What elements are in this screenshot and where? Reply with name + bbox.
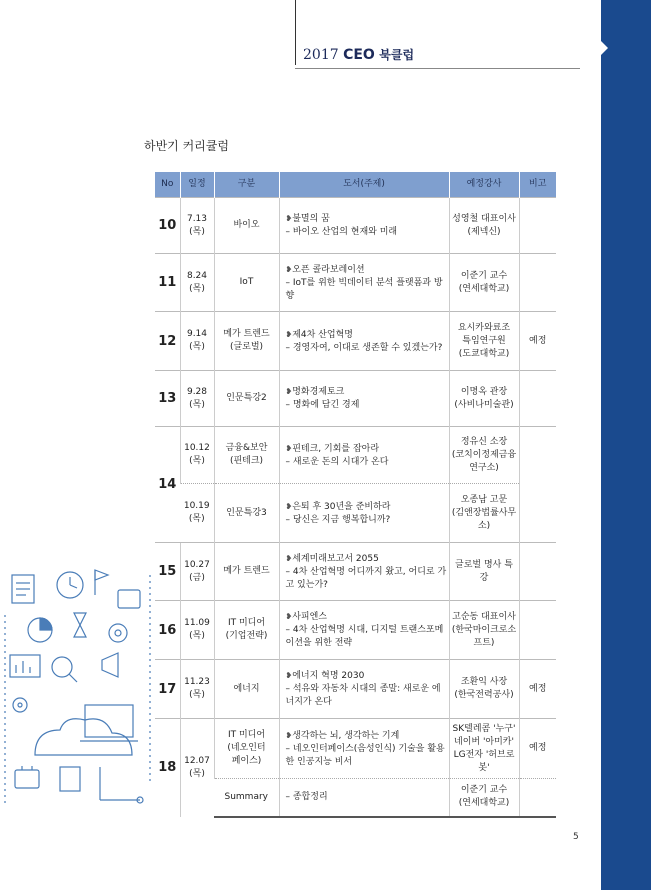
date-cell (180, 543, 214, 601)
weekday: (목) (189, 768, 205, 779)
category-sub: (핀테크) (229, 456, 264, 466)
date: 11.23 (184, 677, 210, 687)
date: 10.27 (184, 559, 210, 570)
lecturer-cell (449, 371, 519, 427)
megaphone-icon (102, 653, 118, 677)
category-cell (214, 312, 279, 371)
header-book: 도서(주제) (279, 172, 449, 198)
weekday: (목) (188, 514, 205, 524)
weekday: (목) (189, 456, 205, 466)
lecturer-name: 오종남 고문 (460, 494, 508, 505)
topic-description: – 바이오 산업의 현재와 미래 (285, 227, 398, 237)
lecturer-cell (449, 427, 519, 484)
category-cell: 인문특강3 (214, 484, 279, 543)
topic-cell (279, 719, 449, 779)
date-cell (180, 312, 214, 371)
date: 7.13 (186, 213, 208, 224)
date: 9.28 (186, 386, 208, 397)
weekday: (목) (189, 631, 205, 641)
lecturer-name: 요시카와료조 (457, 322, 511, 333)
weekday: (목) (189, 226, 205, 237)
topic-description: – 새로운 돈의 시대가 온다 (285, 456, 389, 467)
category-sub: (네오인터 (227, 743, 266, 753)
lecturer-name: 성영철 대표이사 (452, 213, 516, 224)
topic-description: – 네오인터페이스(음성인식) 기술을 활용한 인공지능 비서 (285, 743, 445, 767)
lecturer-title: 특임연구원 (462, 335, 506, 346)
category-sub: (기업전략) (225, 631, 268, 641)
category: 메가 트렌드 (223, 329, 270, 339)
note-cell (519, 601, 556, 660)
header-date: 일정 (180, 172, 214, 198)
table-row (155, 601, 556, 660)
category: IT 미디어 (227, 730, 266, 740)
lecturer-affiliation: (사비나미술관) (454, 399, 514, 410)
lecturer-cell (449, 312, 519, 371)
clipboard-icon (60, 767, 80, 791)
hourglass-icon (74, 625, 86, 637)
topic-cell (279, 371, 449, 427)
lecturer-name: 이명옥 관장 (460, 386, 508, 397)
table-row (155, 371, 556, 427)
table-row (155, 312, 556, 371)
topic-cell (279, 484, 449, 543)
row-number: 10 (155, 198, 180, 254)
header-no: No (155, 172, 180, 198)
band-notch (600, 40, 608, 56)
lecturer-affiliation: (한국마이크로소프트) (451, 624, 517, 648)
book-title: ❥ 에너지 혁명 2030 (286, 671, 365, 681)
category: 금융&보안 (225, 443, 268, 453)
topic-cell (279, 779, 449, 817)
header-category: 구분 (214, 172, 279, 198)
gear-icon (109, 624, 127, 642)
date-cell (180, 254, 214, 312)
date-cell (180, 484, 214, 543)
lecturer-affiliation: (연세대학교) (458, 798, 510, 809)
date-cell (180, 601, 214, 660)
category-cell: 메가 트렌드 (214, 543, 279, 601)
topic-cell (279, 254, 449, 312)
header-note: 비고 (519, 172, 556, 198)
lecturer-affiliation: (한국전력공사) (454, 690, 514, 700)
date-cell (180, 719, 214, 817)
book-title: ❥ 불멸의 꿈 (286, 214, 330, 224)
date-cell (180, 371, 214, 427)
category-cell (214, 601, 279, 660)
lecturer-affiliation: (도쿄대학교) (458, 348, 510, 359)
weekday: (목) (189, 690, 205, 700)
table-row (155, 254, 556, 312)
note-cell (519, 198, 556, 254)
table-row (155, 660, 556, 719)
topic-description: – 명화에 담긴 경제 (285, 400, 360, 410)
curriculum-table (155, 172, 556, 818)
date: 12.07 (184, 755, 210, 766)
note-cell: 예정 (519, 660, 556, 719)
table-row (155, 543, 556, 601)
date: 10.19 (183, 501, 210, 511)
topic-cell (279, 312, 449, 371)
note-cell (519, 371, 556, 427)
lecturer-name: 이준기 교수 (460, 270, 508, 281)
row-number: 11 (155, 254, 180, 312)
side-color-band (601, 0, 651, 890)
lecturer-cell (449, 660, 519, 719)
weekday: (목) (189, 342, 205, 352)
lecturer-name: SK텔레콤 '누구' (452, 723, 516, 734)
note-cell (519, 779, 556, 817)
book-title: ❥ 세계미래보고서 2055 (286, 554, 379, 564)
lecturer-name: 고순동 대표이사 (452, 611, 516, 622)
section-title: 하반기 커리큘럼 (144, 139, 229, 153)
date: 9.14 (186, 329, 208, 339)
row-number: 15 (155, 543, 180, 601)
topic-cell (279, 427, 449, 484)
date-cell (180, 198, 214, 254)
folder-icon (118, 590, 140, 608)
topic-cell (279, 543, 449, 601)
date-cell (180, 660, 214, 719)
book-title: ❥ 핀테크, 기회를 잡아라 (286, 444, 380, 454)
table-row (155, 427, 556, 484)
table-row (155, 719, 556, 779)
lecturer-cell (449, 601, 519, 660)
table-header-row (155, 172, 556, 198)
topic-description: – 석유와 자동차 시대의 종말: 새로운 에너지가 온다 (285, 684, 441, 707)
lecturer-affiliation: (김앤장법률사무소) (451, 507, 517, 531)
topic-description: – IoT를 위한 빅데이터 분석 플랫폼과 방향 (285, 277, 443, 301)
lecturer-cell (449, 254, 519, 312)
lecturer-cell (449, 779, 519, 817)
gear-icon (13, 698, 27, 712)
topic-cell (279, 660, 449, 719)
laptop-icon (85, 705, 133, 737)
page-number: 5 (573, 832, 579, 842)
topic-cell (279, 198, 449, 254)
category-cell: 에너지 (214, 660, 279, 719)
topic-description: – 4차 산업혁명 시대, 디지털 트랜스포메이션을 위한 전략 (285, 625, 444, 648)
lecturer-cell (449, 484, 519, 543)
weekday: (목) (189, 399, 205, 410)
table-row (155, 198, 556, 254)
book-title: ❥ 생각하는 뇌, 생각하는 기계 (286, 731, 400, 741)
date: 8.24 (186, 270, 208, 281)
lecturer-affiliation: (제넥신) (467, 226, 501, 237)
header-divider (295, 0, 296, 65)
category-cell: 인문특강2 (214, 371, 279, 427)
category-cell: Summary (214, 779, 279, 817)
note-cell (519, 427, 556, 543)
weekday: (목) (189, 283, 205, 294)
topic-description: – 종합정리 (285, 791, 328, 802)
lecturer-cell (449, 198, 519, 254)
category: IT 미디어 (227, 618, 266, 628)
category-cell: IoT (214, 254, 279, 312)
book-club-title (303, 46, 414, 63)
book-title: ❥ 사피엔스 (286, 612, 327, 622)
lecturer-cell (449, 719, 519, 779)
category-sub: (글로벌) (229, 342, 264, 352)
lecturer-name: 네이버 '아미카' (454, 736, 514, 747)
club-label: 북클럽 (379, 48, 415, 62)
lecturer-affiliation: (연세대학교) (458, 283, 510, 294)
row-number: 18 (155, 719, 180, 817)
topic-description: – 당신은 지금 행복합니까? (285, 514, 391, 525)
topic-description: – 4차 산업혁명 어디까지 왔고, 어디로 가고 있는가? (285, 566, 447, 590)
year: 2017 (303, 47, 339, 63)
lecturer-name: 정유신 소장 (460, 436, 508, 447)
briefcase-icon (15, 770, 39, 788)
date: 11.09 (184, 618, 210, 628)
row-number: 16 (155, 601, 180, 660)
lecturer-name: LG전자 '허브로봇' (453, 749, 515, 773)
category-sub: 페이스) (231, 756, 262, 766)
book-title: ❥ 은퇴 후 30년을 준비하라 (286, 502, 391, 512)
lecturer-name: 이준기 교수 (460, 785, 508, 796)
note-cell: 예정 (519, 719, 556, 779)
topic-description: – 경영자여, 이대로 생존할 수 있겠는가? (285, 342, 443, 353)
flag-icon (95, 570, 108, 580)
book-title: ❥ 명화경제토크 (286, 387, 345, 397)
business-icons-illustration (0, 555, 160, 825)
category-cell: 바이오 (214, 198, 279, 254)
lecturer-affiliation: (코치이정제금융연구소) (451, 449, 517, 473)
book-title: ❥ 오픈 콜라보레이션 (286, 265, 365, 275)
weekday: (금) (189, 572, 205, 583)
note-cell (519, 543, 556, 601)
row-number: 13 (155, 371, 180, 427)
header-lecturer: 예정강사 (449, 172, 519, 198)
book-title: ❥ 제4차 산업혁명 (286, 330, 353, 340)
note-cell (519, 254, 556, 312)
table-row (155, 779, 556, 817)
category-cell (214, 427, 279, 484)
ceo-label: CEO (343, 47, 375, 63)
table-row (155, 484, 556, 543)
note-cell: 예정 (519, 312, 556, 371)
row-number: 14 (155, 427, 180, 543)
lecturer-cell: 글로벌 명사 특강 (449, 543, 519, 601)
date-cell (180, 427, 214, 484)
date: 10.12 (184, 443, 210, 453)
lecturer-name: 조환익 사장 (460, 677, 508, 687)
category-cell (214, 719, 279, 779)
row-number: 17 (155, 660, 180, 719)
row-number: 12 (155, 312, 180, 371)
chart-icon (10, 655, 40, 677)
header-rule (295, 68, 580, 69)
topic-cell (279, 601, 449, 660)
